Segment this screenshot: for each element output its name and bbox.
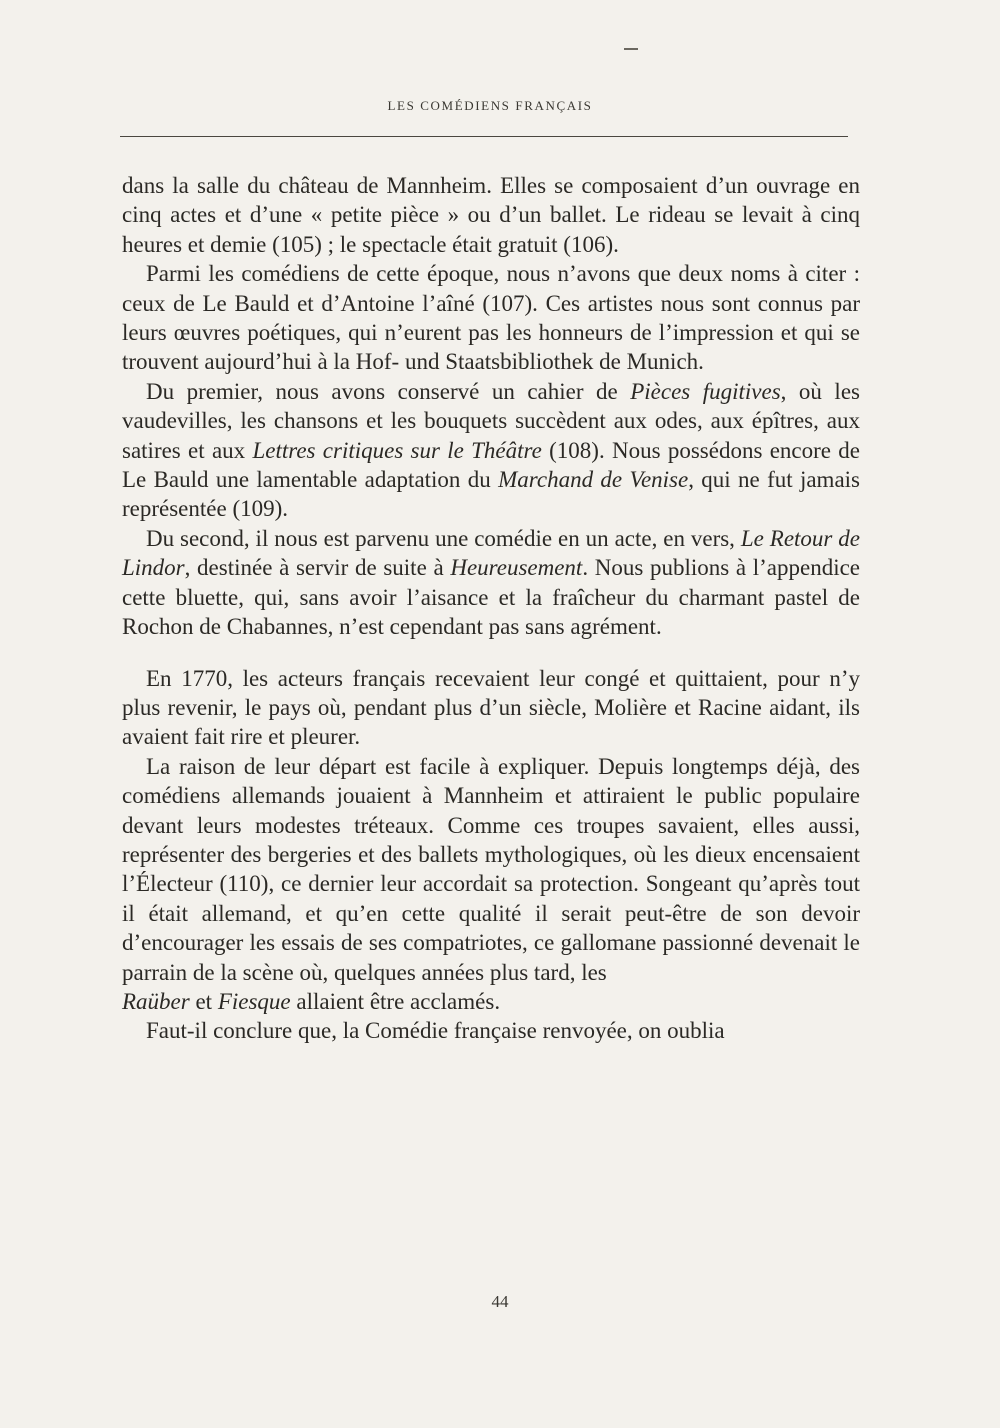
italic-title: Pièces fugitives — [630, 378, 781, 404]
ink-mark — [624, 48, 638, 50]
running-head: LES COMÉDIENS FRANÇAIS — [387, 98, 593, 113]
italic-title: Heureusement — [450, 555, 583, 581]
italic-title: Fiesque — [217, 988, 291, 1014]
text-run: , qui ne fut jamais représentée (109). — [122, 467, 860, 522]
italic-title: Lettres critiques sur le Théâtre — [252, 437, 542, 463]
text-run: La raison de leur départ est facile à expliquer. Depuis longtemps déjà, des comédiens allemands jouaient à Mannheim et attiraient le public populaire devant leurs modestes tréteaux. Comme ces troupes savaient, elles aussi, représenter des bergeries et des ballets mythologiques, où les dieux encensaient l’Électeur (110), ce dernier leur accordait sa protection. Songeant qu’après tout il était allemand, et qu’en cette qualité il serait peut-être de son devoir d’encourager les essais de ses compatriotes, ce gallomane passionné devenait le parrain de la scène où, quelques années plus tard, les — [122, 753, 860, 985]
text-run: dans la salle du château de Mannheim. Elles se composaient d’un ouvrage en cinq actes et d’une « petite pièce » ou d’un ballet. Le rideau se levait à cinq heures et demie (105) ; le spectacle était gratuit (106). — [122, 173, 860, 257]
text-run: allaient être acclamés. — [290, 988, 501, 1014]
text-run: et — [189, 988, 218, 1014]
text-run: En 1770, les acteurs français recevaient leur congé et quittaient, pour n’y plus revenir, le pays où, pendant plus d’un siècle, Molière et Racine aidant, ils avaient fait rire et pleurer. — [122, 665, 860, 750]
paragraph — [122, 752, 860, 987]
text-run: Du second, il nous est parvenu une comédie en un acte, en vers, — [146, 525, 741, 551]
italic-title: Marchand de Venise — [498, 467, 689, 493]
header-rule — [120, 136, 848, 137]
text-run: , destinée à servir de suite à — [184, 555, 451, 581]
text-run: (108). Nous possédons encore de Le Bauld une lamentable adaptation du — [122, 437, 860, 493]
italic-title: Raüber — [122, 988, 190, 1014]
paragraph — [122, 259, 860, 377]
text-run: Parmi les comédiens de cette époque, nous n’avons que deux noms à citer : ceux de Le Bauld et d’Antoine l’aîné (107). Ces artistes nous sont connus par leurs œuvres poétiques, qui n’eurent pas les honneurs de l’impression et qui se trouvent aujourd’hui à la Hof- und Staatsbibliothek de Munich. — [122, 261, 860, 375]
paragraph — [122, 1016, 860, 1045]
paragraph — [122, 171, 860, 259]
text-run: , où les vaudevilles, les chansons et les bouquets succèdent aux odes, aux épîtres, aux satires et aux — [122, 378, 860, 463]
paragraph — [122, 524, 860, 642]
page-number: 44 — [491, 1292, 509, 1311]
text-run: Faut-il conclure que, la Comédie française renvoyée, on oublia — [146, 1018, 725, 1044]
text-run: Du premier, nous avons conservé un cahier de — [146, 378, 631, 404]
italic-title: Le Retour de Lindor — [122, 525, 860, 581]
paragraph — [122, 377, 860, 524]
text-run: . Nous publions à l’appendice cette bluette, qui, sans avoir l’aisance et la fraîcheur du charmant pastel de Rochon de Chabannes, n’est cependant pas sans agrément. — [122, 555, 860, 640]
paragraph — [122, 987, 860, 1016]
body-text — [122, 171, 860, 1046]
paragraph — [122, 664, 860, 752]
